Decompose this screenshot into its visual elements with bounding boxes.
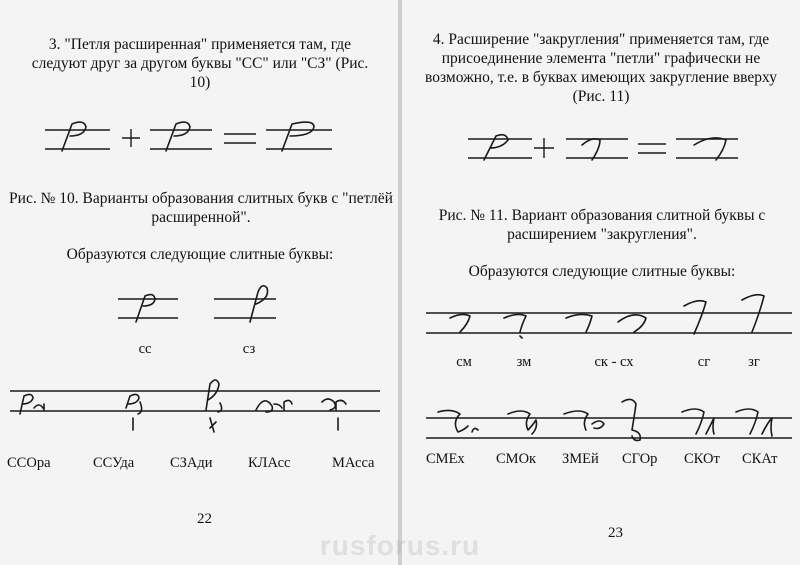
left-heading: 3. "Петля расширенная" применяется там, где следуют друг за другом буквы "СС" или "СЗ" (Рис. 10) [31,36,369,91]
left-word-3: СЗАди [170,455,213,471]
left-word-4: КЛАсс [248,455,291,471]
right-word-3: ЗМЕй [562,451,599,467]
right-word-6: СКАт [742,451,778,467]
left-label-cz: сз [242,341,256,357]
right-heading: 4. Расширение "закругления" применяется там, где присоединение элемента "петли" графически не возможно, т.е. в буквах имеющих закругление вверху (Рис. 11) [425,31,777,105]
right-word-samples [402,0,800,565]
right-word-5: СКОт [684,451,720,467]
left-page-number: 22 [197,511,212,527]
right-label-cm: см [456,354,472,370]
right-word-4: СГОр [622,451,658,467]
right-word-1: СМЕх [426,451,465,467]
watermark: rusforus.ru [319,530,481,561]
right-label-zm: зм [516,354,532,370]
left-subheading: Образуются следующие слитные буквы: [66,246,334,263]
right-label-sk-sh: ск - сх [594,354,634,370]
right-page [402,0,800,565]
right-caption: Рис. № 11. Вариант образования слитной буквы с расширением "закругления". [438,207,766,243]
left-word-samples [0,0,398,565]
left-caption: Рис. № 10. Варианты образования слитных букв с "петлёй расширенной". [9,190,393,226]
left-label-cc: сс [138,341,152,357]
right-page-number: 23 [608,525,623,541]
left-word-1: ССОра [7,455,51,471]
right-word-2: СМОк [496,451,537,467]
left-word-2: ССУда [93,455,135,471]
right-label-zg: зг [748,354,760,370]
left-page [0,0,398,565]
right-label-sg: сг [697,354,711,370]
left-word-5: МАсса [332,455,375,471]
right-subheading: Образуются следующие слитные буквы: [468,263,736,280]
